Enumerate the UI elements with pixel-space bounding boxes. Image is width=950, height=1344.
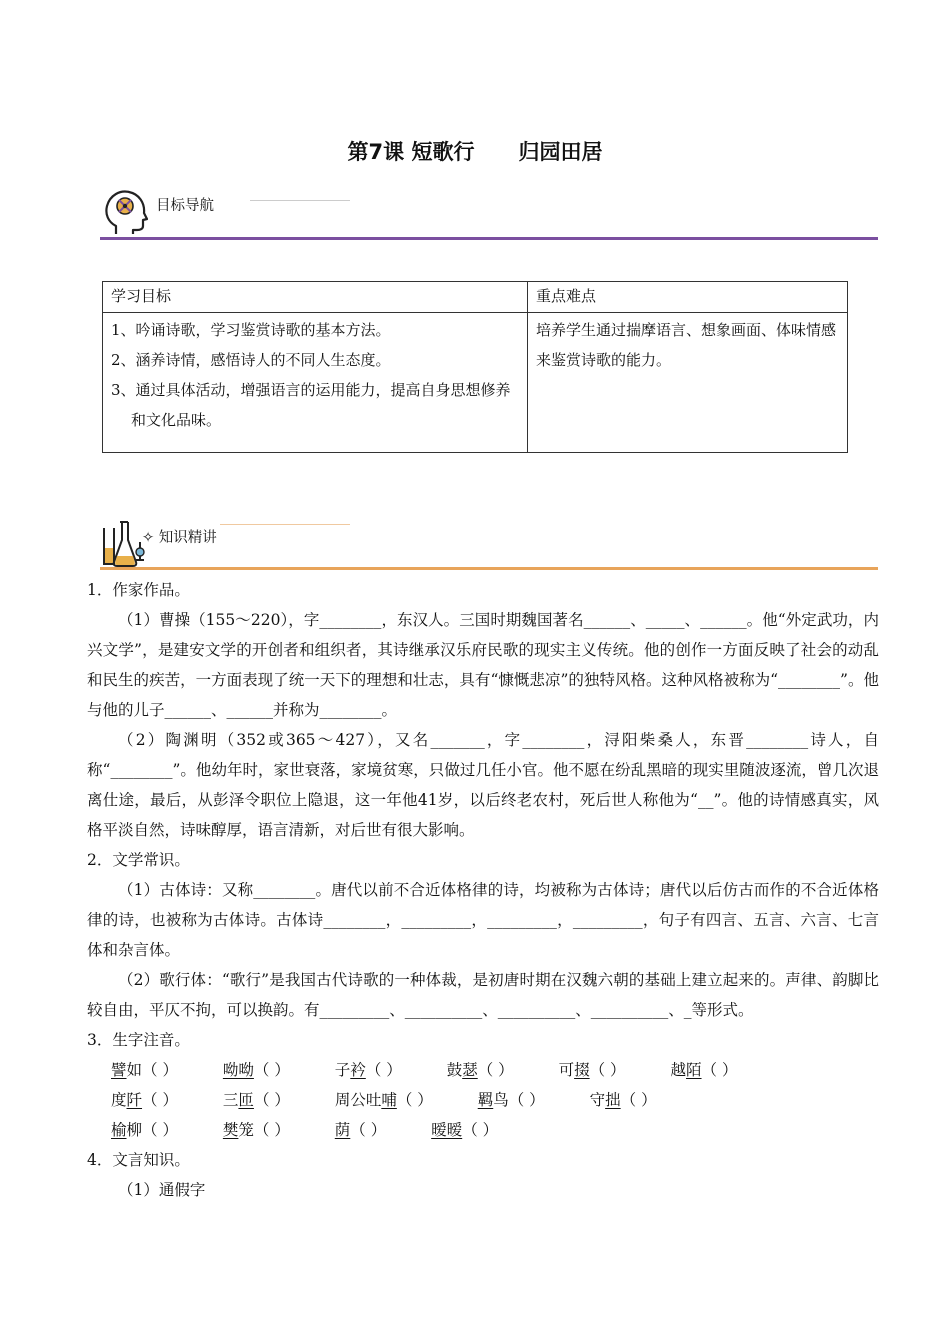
subheading-tongjiazi: （1）通假字 bbox=[118, 1181, 206, 1199]
pinyin-list bbox=[87, 1085, 879, 1115]
pinyin-item: 鼓瑟（ ） bbox=[446, 1061, 514, 1079]
brain-head-icon bbox=[102, 186, 148, 238]
goals-cell bbox=[103, 313, 528, 453]
knowledge-content bbox=[87, 575, 879, 1205]
pinyin-item: 子衿（ ） bbox=[334, 1061, 402, 1079]
table-row bbox=[103, 313, 848, 453]
page-title: 第7课 短歌行 归园田居 bbox=[347, 140, 603, 164]
pinyin-item: 守拙（ ） bbox=[589, 1091, 657, 1109]
pinyin-item: 暧暧（ ） bbox=[431, 1121, 499, 1139]
heading-literary-knowledge: 2．文学常识。 bbox=[87, 851, 190, 869]
paragraph-cao-cao: （1）曹操（155～220），字________，东汉人。三国时期魏国著名______、_____、______。他“外定武功，内兴文学”，是建安文学的开创者和组织者，其诗继承汉乐府民歌的现实主义传统。他的创作一方面反映了社会的动乱和民生的疾苦，一方面表现了统一天下的理想和壮志，具有“慷慨悲凉”的独特风格。这种风格被称为“________”。他与他的儿子______、______并称为________。 bbox=[87, 611, 879, 719]
pinyin-list bbox=[87, 1055, 879, 1085]
section-label-knowledge: ✧ 知识精讲 bbox=[142, 530, 217, 546]
section-divider-orange bbox=[100, 567, 878, 570]
lab-flask-icon bbox=[100, 518, 148, 568]
table-row bbox=[103, 282, 848, 313]
goals-table bbox=[102, 281, 848, 453]
goal-item: 3、通过具体活动，增强语言的运用能力，提高自身思想修养和文化品味。 bbox=[111, 381, 511, 429]
pinyin-item: 譬如（ ） bbox=[111, 1061, 178, 1079]
goal-item: 1、吟诵诗歌，学习鉴赏诗歌的基本方法。 bbox=[111, 321, 391, 339]
pinyin-item: 樊笼（ ） bbox=[222, 1121, 290, 1139]
heading-classical-chinese: 4．文言知识。 bbox=[87, 1151, 190, 1169]
pinyin-item: 荫（ ） bbox=[334, 1121, 387, 1139]
pinyin-item: 可掇（ ） bbox=[558, 1061, 626, 1079]
goal-item: 2、涵养诗情，感悟诗人的不同人生态度。 bbox=[111, 351, 391, 369]
pinyin-item: 周公吐哺（ ） bbox=[334, 1091, 433, 1109]
pinyin-item: 度阡（ ） bbox=[111, 1091, 178, 1109]
pinyin-item: 榆柳（ ） bbox=[111, 1121, 178, 1139]
pinyin-item: 三匝（ ） bbox=[222, 1091, 290, 1109]
label-underline bbox=[220, 524, 350, 525]
heading-author-works: 1．作家作品。 bbox=[87, 581, 190, 599]
table-header-goals: 学习目标 bbox=[103, 282, 528, 313]
paragraph-ancient-poetry: （1）古体诗：又称________。唐代以前不合近体格律的诗，均被称为古体诗；唐代以后仿古而作的不合近体格律的诗，也被称为古体诗。古体诗________，_________，_________，_________，句子有四言、五言、六言、七言体和杂言体。 bbox=[87, 881, 879, 959]
sparkle-icon: ✧ bbox=[142, 530, 155, 546]
section-label-goals: 目标导航 bbox=[156, 198, 214, 214]
label-underline bbox=[250, 200, 350, 201]
difficulties-cell: 培养学生通过揣摩语言、想象画面、体味情感来鉴赏诗歌的能力。 bbox=[528, 313, 848, 453]
section-divider-purple bbox=[100, 237, 878, 240]
table-header-difficulties: 重点难点 bbox=[528, 282, 848, 313]
heading-pronunciation: 3．生字注音。 bbox=[87, 1031, 190, 1049]
pinyin-item: 呦呦（ ） bbox=[222, 1061, 290, 1079]
pinyin-list bbox=[87, 1115, 879, 1145]
pinyin-item: 羁鸟（ ） bbox=[477, 1091, 545, 1109]
paragraph-tao-yuanming: （2）陶渊明（352或365～427），又名_______，字________，浔阳柴桑人，东晋________诗人，自称“________”。他幼年时，家世衰落，家境贫寒，只做过几任小官。他不愿在纷乱黑暗的现实里随波逐流，曾几次退离仕途，最后，从彭泽令职位上隐退，这一年他41岁，以后终老农村，死后世人称他为“__”。他的诗情感真实，风格平淡自然，诗味醇厚，语言清新，对后世有很大影响。 bbox=[87, 731, 879, 839]
paragraph-gexing-style: （2）歌行体：“歌行”是我国古代诗歌的一种体裁，是初唐时期在汉魏六朝的基础上建立起来的。声律、韵脚比较自由，平仄不拘，可以换韵。有_________、__________、__________、__________、_等形式。 bbox=[87, 971, 879, 1019]
pinyin-item: 越陌（ ） bbox=[670, 1061, 738, 1079]
